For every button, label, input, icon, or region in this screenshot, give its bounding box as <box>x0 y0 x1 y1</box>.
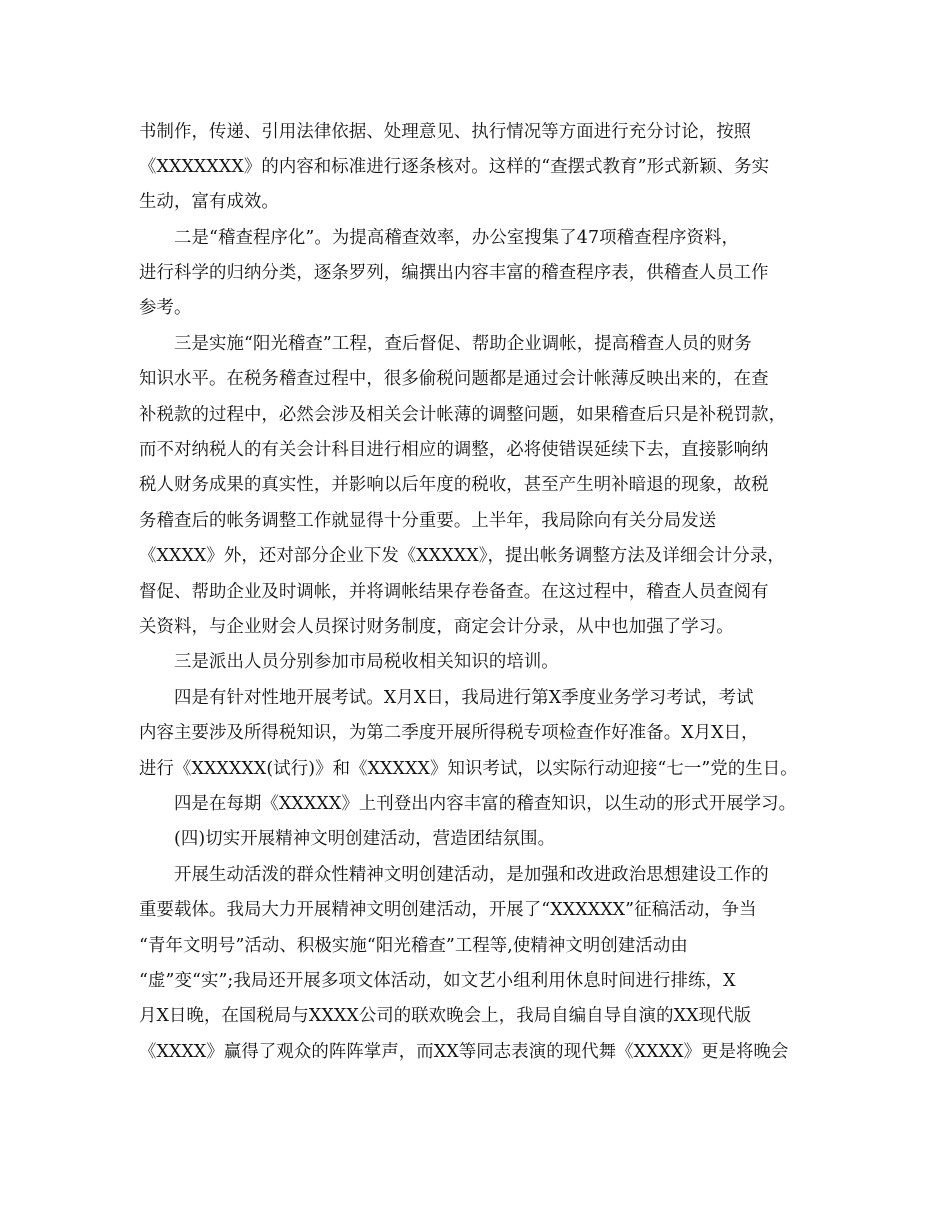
paragraph-start-line: 开展生动活泼的群众性精神文明创建活动，是加强和改进政治思想建设工作的 <box>174 865 769 885</box>
text-line: 督促、帮助企业及时调帐，并将调帐结果存卷备查。在这过程中，稽查人员查阅有 <box>139 582 769 602</box>
text-line: 关资料，与企业财会人员探讨财务制度，商定会计分录，从中也加强了学习。 <box>139 617 734 637</box>
text-line: 知识水平。在税务稽查过程中，很多偷税问题都是通过会计帐薄反映出来的，在查 <box>139 369 769 389</box>
paragraph-start-line: 二是“稽查程序化”。为提高稽查效率，办公室搜集了47项稽查程序资料， <box>174 228 740 248</box>
text-line: 内容主要涉及所得税知识，为第二季度开展所得税专项检查作好准备。X月X日， <box>139 723 759 743</box>
text-line: 《XXXXXXX》的内容和标准进行逐条核对。这样的“查摆式教育”形式新颖、务实 <box>139 157 770 177</box>
text-line: 《XXXX》赢得了观众的阵阵掌声，而XX等同志表演的现代舞《XXXX》更是将晚会 <box>139 1042 789 1062</box>
paragraph-start-line: 四是在每期《XXXXX》上刊登出内容丰富的稽查知识，以生动的形式开展学习。 <box>174 794 797 814</box>
paragraph-start-line: 四是有针对性地开展考试。X月X日，我局进行第X季度业务学习考试，考试 <box>174 688 754 708</box>
text-line: 生动，富有成效。 <box>139 192 279 212</box>
text-line: 书制作，传递、引用法律依据、处理意见、执行情况等方面进行充分讨论，按照 <box>139 122 752 142</box>
text-line: 补税款的过程中，必然会涉及相关会计帐薄的调整问题，如果稽查后只是补税罚款， <box>139 405 787 425</box>
paragraph-start-line: 三是派出人员分别参加市局税收相关知识的培训。 <box>174 652 559 672</box>
text-line: 务稽查后的帐务调整工作就显得十分重要。上半年，我局除向有关分局发送 <box>139 511 717 531</box>
section-heading: (四)切实开展精神文明创建活动，营造团结氛围。 <box>174 829 556 849</box>
text-line: 参考。 <box>139 298 192 318</box>
text-line: 重要载体。我局大力开展精神文明创建活动，开展了“XXXXXX”征稿活动，争当 <box>139 900 757 920</box>
text-line: 进行科学的归纳分类，逐条罗列，编撰出内容丰富的稽查程序表，供稽查人员工作 <box>139 263 769 283</box>
text-line: 月X日晚，在国税局与XXXX公司的联欢晚会上，我局自编自导自演的XX现代版 <box>139 1006 752 1026</box>
text-line: “虚”变“实”;我局还开展多项文体活动，如文艺小组利用休息时间进行排练，X <box>139 971 736 991</box>
text-line: 《XXXX》外，还对部分企业下发《XXXXX》，提出帐务调整方法及详细会计分录， <box>139 546 785 566</box>
text-line: “青年文明号”活动、积极实施“阳光稽查”工程等,使精神文明创建活动由 <box>139 936 688 956</box>
text-line: 税人财务成果的真实性，并影响以后年度的税收，甚至产生明补暗退的现象，故税 <box>139 475 769 495</box>
text-line: 而不对纳税人的有关会计科目进行相应的调整，必将使错误延续下去，直接影响纳 <box>139 440 769 460</box>
text-line: 进行《XXXXXX(试行)》和《XXXXX》知识考试，以实际行动迎接“七一”党的生日。 <box>139 759 798 779</box>
paragraph-start-line: 三是实施“阳光稽查”工程，查后督促、帮助企业调帐，提高稽查人员的财务 <box>174 334 752 354</box>
